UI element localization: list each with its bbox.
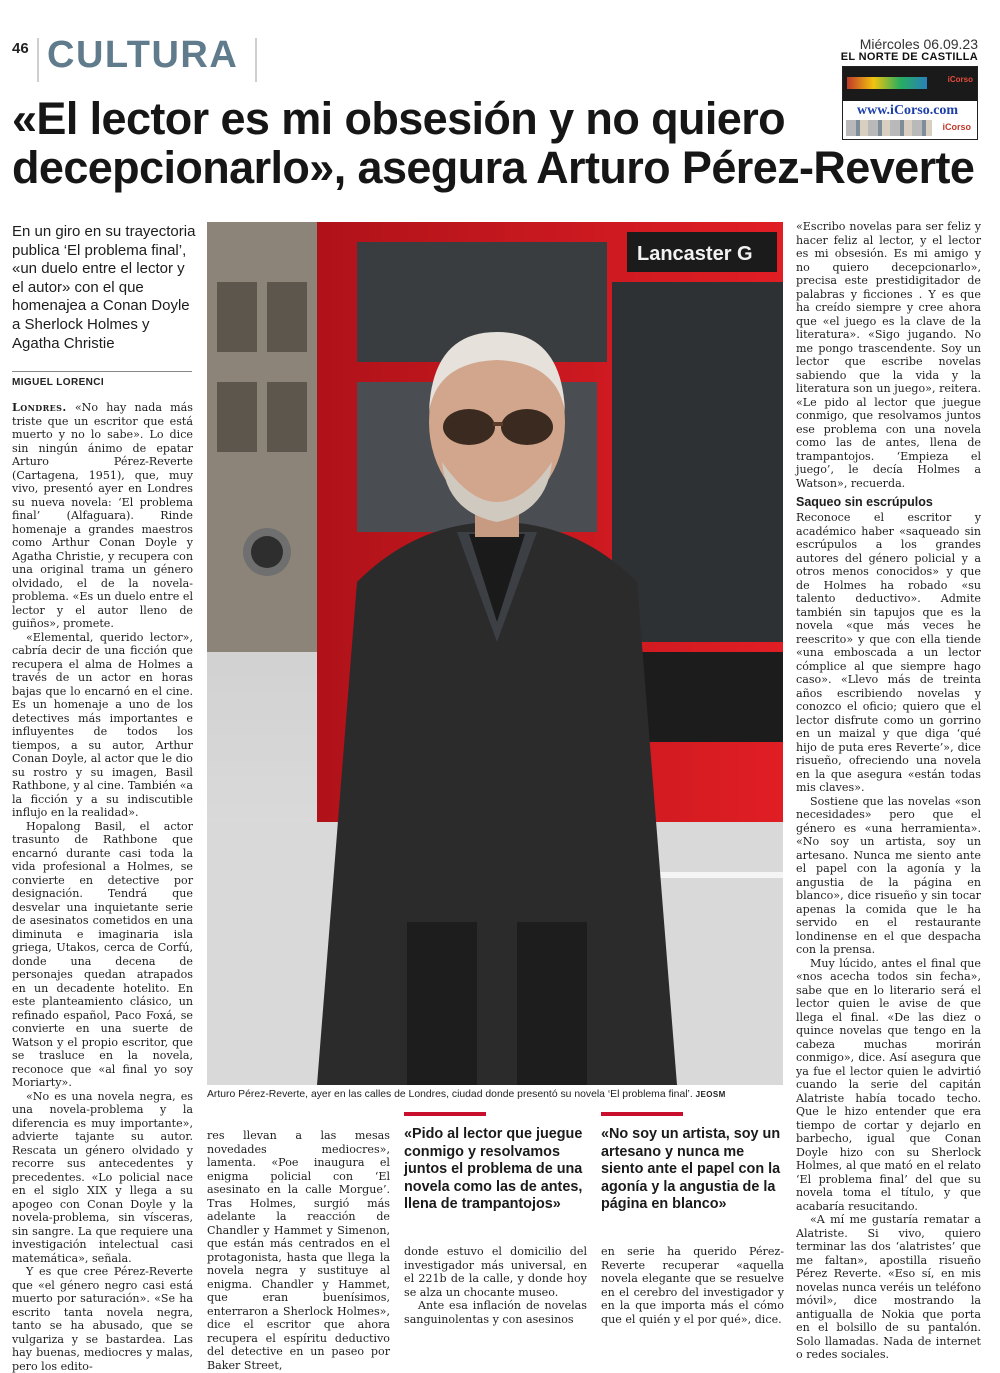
section-title: CULTURA [47,34,239,76]
main-photo[interactable] [207,222,783,1085]
section-divider-left [37,38,39,82]
page-number: 46 [12,40,29,57]
ad-brand-mark: iCorso [947,75,973,84]
body-paragraph: Sostiene que las novelas «son necesidades» pero que el género es «una herramienta». «No soy un artista, soy un artesano. Nunca me siento ante el papel con la agonía y la angustia de la página en blanco», dice risueño y sin tocar apenas la comida que le ha servido en el restaurante londinense en el que despacha con la prensa. [796,794,981,956]
pull-quote-1: «Pido al lector que juegue conmigo y resolvamos juntos el problema de una novela como las de antes, llena de trampantojos» [404,1126,583,1213]
ad-url-link[interactable]: www.iCorso.com [857,103,959,118]
body-column-5 [796,220,981,1361]
body-paragraph: en serie ha querido Pérez-Reverte recuperar «aquella novela elegante que se resuelve en el cerebro del investigador y en la que importa más el cómo que el quién y el por qué», dice. [601,1245,784,1326]
photo-illustration [207,222,783,1085]
body-column-2 [207,1129,390,1372]
pull-quote-2: «No soy un artista, soy un artesano y nunca me siento ante el papel con la agonía y la angustia de la página en blanco» [601,1126,781,1213]
publication-date: Miércoles 06.09.23 [859,36,978,52]
photo-caption [207,1089,785,1100]
body-paragraph: Hopalong Basil, el actor trasunto de Rathbone que encarnó durante casi toda la vida profesional a Holmes, se convierte en detective por designación. Tendrá que desvelar una inquietante serie de asesinatos cometidos en una diminuta e imaginaria isla griega, Utakos, cerca de Corfú, donde una decena de personajes quedan atrapados en un decadente hotelito. En este planteamiento clásico, un refinado español, Paco Foxá, se convierte en una suerte de Watson y el propio escritor, que se trasluce en la novela, reconoce que «al final yo soy Moriarty». [12,819,193,1089]
ad-banner-graphic [847,77,927,89]
dateline: Londres. [12,401,67,414]
body-paragraph: donde estuvo el domicilio del investigador más universal, en el 221b de la calle, y donde hoy se alza un chocante museo. [404,1245,587,1299]
body-paragraph: Muy lúcido, antes el final que «nos acecha todos sin fecha», sabe que en lo literario será el lector quien le avise de que llega el final. «De las diez o quince novelas que tengo en la cabeza muchas morirán conmigo», dice. Así asegura que ya fue el lector quien le advirtió cuando la serie del capitán Alatriste había tocado techo. Que le hizo entender que era tiempo de cortar y dejarlo en barbecho, igual que Conan Doyle hizo con su Sherlock Holmes, al que mató en el relato ‘El problema final’ del que su novela toma el título, y que acabaría resucitando. [796,956,981,1213]
paragraph-text: «No hay nada más triste que un escritor que está muerto y no lo sabe». Lo dice sin ningún ánimo de epatar Arturo Pérez-Reverte (Cartagena, 1951), que, muy vivo, presentó ayer en Londres su nueva novela: ‘El problema final’ (Alfaguara). Rinde homenaje a grandes maestros como Arthur Conan Doyle y Agatha Christie, y recupera con una original trama un género olvidado, el de la novela-problema. «Es un duelo entre el lector y el autor lleno de guiños», promete. [12,401,193,630]
headline-line-2: decepcionarlo», asegura Arturo Pérez-Reverte [12,142,975,193]
caption-text: Arturo Pérez-Reverte, ayer en las calles de Londres, ciudad donde presentó su novela ‘El problema final’. [207,1089,693,1100]
pull-quote-rule [601,1112,683,1116]
body-paragraph: «Elemental, querido lector», cabría decir de una ficción que recupera el alma de Holmes a través de un actor en horas bajas que lo encarnó en el cine. Es un homenaje a uno de los detectives más importantes e influyentes de todos los tiempos, a su autor, Arthur Conan Doyle, al actor que le dio su rostro y su imagen, Basil Rathbone, y al cine. También «a la ficción y a su indiscutible influjo en la realidad». [12,630,193,819]
body-paragraph: Y es que cree Pérez-Reverte que «el género negro casi está muerto por saturación». «Se ha escrito tanta novela negra, tanto se ha abusado, que se vulgariza y se bastardea. Las hay buenas, mediocres y malas, pero los edito- [12,1265,193,1373]
section-divider-right [255,38,257,82]
byline: MIGUEL LORENCI [12,377,105,388]
body-paragraph: «No es una novela negra, es una novela-problema y la diferencia es muy importante», advierte tajante su autor. Rescata un género olvidado y recorre sus antecedentes y precedentes. «Lo policial nace en el siglo XIX y llega a su apogeo con Conan Doyle y la novela-problema, sin vísceras, sin sangre. La que requiere una investigación intelectual casi matemática», señala. [12,1089,193,1265]
headline [12,94,992,192]
body-column-4 [601,1245,784,1337]
publication-name: EL NORTE DE CASTILLA [840,51,978,63]
pull-quote-rule [404,1112,486,1116]
byline-divider [12,371,192,372]
ad-logo: iCorso [942,122,971,132]
body-column-1 [12,401,193,1373]
bus-destination-sign: Lancaster G [637,243,753,265]
body-paragraph: Reconoce el escritor y académico haber «saqueado sin escrúpulos a los grandes autores del género policial y a otros menos conocidos» y que de Holmes ha robado «su talento deductivo». Admite también sin tapujos que es la novela «que más veces he reescrito» y que con ella tiende «una emboscada a un lector cómplice al que siempre hago caso». «Llevo más de treinta años escribiendo novelas y conozco el oficio; quiero que el lector disfrute como un gorrino en un maizal y que diga ‘qué hijo de puta eres Reverte’», dice risueño, ofreciendo una novela en la que asegura «están todas mis claves». [796,511,981,794]
body-paragraph [12,401,193,631]
standfirst: En un giro en su trayectoria publica ‘El problema final’, «un duelo entre el lector y el autor» con el que homenajea a Conan Doyle a Sherlock Holmes y Agatha Christie [12,223,196,352]
body-paragraph: «Escribo novelas para ser feliz y hacer feliz al lector, y el lector es mi obsesión. Es mi amigo y no quiero decepcionarlo», precisa este prestidigitador de palabras y ficciones . Y es que ha creído siempre y cree ahora que «el juego es la clave de la literatura». «Sigo jugando. No me pongo trascendente. Soy un lector que escribe novelas sabiendo que la vida y la literatura son un juego», reitera. «Le pido al lector que juegue conmigo, que resolvamos juntos ese problema con una novela como las de antes, llena de trampantojos. ‘Empieza el juego’, le decía Holmes a Watson», recuerda. [796,220,981,490]
body-column-3 [404,1245,587,1337]
photo-credit: JEOSM [695,1090,726,1099]
subheading: Saqueo sin escrúpulos [796,495,933,509]
body-paragraph: res llevan a las mesas novedades mediocres», lamenta. «Poe inaugura el enigma policial con ‘El asesinato en la calle Morgue’. Tras Holmes, surgió más adelante la reacción de Chandler y Hammet y Simenon, que están más centrados en el protagonista, hasta que llega la novela negra y sustituye al enigma. Chandler y Hammet, que eran buenísimos, enterraron a Sherlock Holmes», dice el escritor que ahora recupera el espíritu deductivo del detective en un paseo por Baker Street, [207,1129,390,1372]
body-paragraph: «A mí me gustaría rematar a Alatriste. Si vivo, quiero terminar las dos ‘alatristes’ que me faltan», apostilla risueño Pérez Reverte. «Eso sí, en mis novelas nunca veréis un teléfono móvil», dice mostrando la antigualla de Nokia que porta en el bolsillo de su pantalón. Solo llamadas. Nada de internet o redes sociales. [796,1213,981,1361]
headline-line-1: «El lector es mi obsesión y no quiero [12,93,786,144]
body-paragraph: Ante esa inflación de novelas sanguinolentas y con asesinos [404,1299,587,1326]
